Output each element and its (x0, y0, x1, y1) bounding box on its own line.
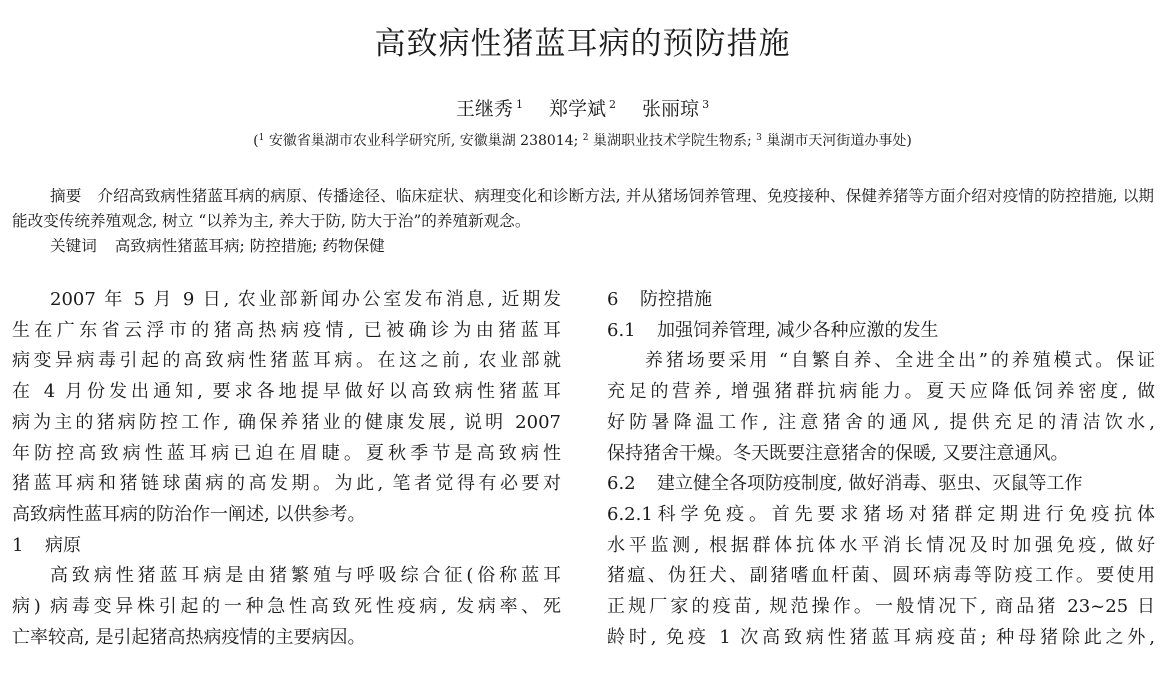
section-heading-6-1: 6.1 加强饲养管理, 减少各种应激的发生 (607, 319, 939, 341)
paper-title: 高致病性猪蓝耳病的预防措施 (374, 26, 791, 62)
affiliations: ($^1$ 安徽省巢湖市农业科学研究所, 安徽巢湖 238014; $^2$ 巢湖职业技术学院生物系; $^3$ 巢湖市天河街道办事处) (253, 133, 912, 149)
intro-line: 猪蓝耳病和猪链球菌病的高发期。为此, 笔者觉得有必要对 (12, 473, 561, 495)
section1-line: 亡率较高, 是引起猪高热病疫情的主要病因。 (12, 626, 366, 648)
intro-line: 生在广东省云浮市的猪高热病疫情, 已被确诊为由猪蓝耳 (12, 319, 561, 341)
right-column (607, 285, 1155, 653)
section6-2-1-line: 水平监测, 根据群体抗体水平消长情况及时加强免疫, 做好 (607, 534, 1155, 556)
section-heading-6: 6 防控措施 (607, 289, 712, 310)
section1-line: 病) 病毒变异株引起的一种急性高致死性疫病, 发病率、死 (12, 596, 561, 618)
section6-1-line: 养猪场要采用 “自繁自养、全进全出”的养殖模式。保证 (645, 350, 1155, 372)
section6-2-1-line: 6.2.1科学免疫。首先要求猪场对猪群定期进行免疫抗体 (607, 503, 1155, 525)
section1-line: 高致病性猪蓝耳病是由猪繁殖与呼吸综合征(俗称蓝耳 (50, 565, 561, 587)
section6-1-line: 保持猪舍干燥。冬天既要注意猪舍的保暖, 又要注意通风。 (607, 442, 1069, 464)
keywords-label: 关键词 (50, 237, 97, 255)
abstract-text: 介绍高致病性猪蓝耳病的病原、传播途径、临床症状、病理变化和诊断方法, 并从猪场饲养管理、免疫接种、保健养猪等方面介绍对疫情的防控措施, 以期能改变传统养殖观念, 树立 “以养为主, 养大于防, 防大于治”的养殖新观念。 (12, 187, 1154, 230)
section6-2-1-line: 正规厂家的疫苗, 规范操作。一般情况下, 商品猪 23~25 日 (607, 596, 1155, 618)
intro-line: 病为主的猪病防控工作, 确保养猪业的健康发展, 说明 2007 (12, 411, 561, 433)
author-2: 郑学斌 $^2$ (548, 98, 616, 120)
left-column (12, 285, 561, 653)
section6-1-line: 好防暑降温工作, 注意猪舍的通风, 提供充足的清洁饮水, (607, 411, 1155, 433)
subsection-number: 6.2.1 (607, 503, 653, 525)
section6-2-1-line: 龄时, 免疫 1 次高致病性猪蓝耳病疫苗; 种母猪除此之外, (607, 626, 1155, 648)
intro-line: 2007 年 5 月 9 日, 农业部新闻办公室发布消息, 近期发 (50, 289, 561, 310)
keywords (50, 234, 385, 259)
intro-line: 高致病性蓝耳病的防治作一阐述, 以供参考。 (12, 503, 366, 525)
section-heading-6-2: 6.2 建立健全各项防疫制度, 做好消毒、驱虫、灭鼠等工作 (607, 473, 1083, 495)
keywords-text: 高致病性猪蓝耳病; 防控措施; 药物保健 (114, 237, 385, 255)
intro-line: 年防控高致病性蓝耳病已迫在眉睫。夏秋季节是高致病性 (12, 442, 561, 464)
abstract (12, 184, 1154, 234)
intro-line: 在 4 月份发出通知, 要求各地提早做好以高致病性猪蓝耳 (12, 381, 561, 403)
abstract-label: 摘要 (50, 187, 82, 205)
section-heading-1: 1 病原 (12, 534, 81, 556)
intro-line: 病变异病毒引起的高致病性猪蓝耳病。在这之前, 农业部就 (12, 350, 561, 372)
author-3: 张丽琼 $^3$ (642, 98, 710, 120)
section6-2-1-line: 猪瘟、伪狂犬、副猪嗜血杆菌、圆环病毒等防疫工作。要使用 (607, 565, 1155, 587)
author-1: 王继秀 $^1$ (455, 98, 523, 120)
author-line (0, 92, 1165, 122)
section6-1-line: 充足的营养, 增强猪群抗病能力。夏天应降低饲养密度, 做 (607, 381, 1155, 403)
